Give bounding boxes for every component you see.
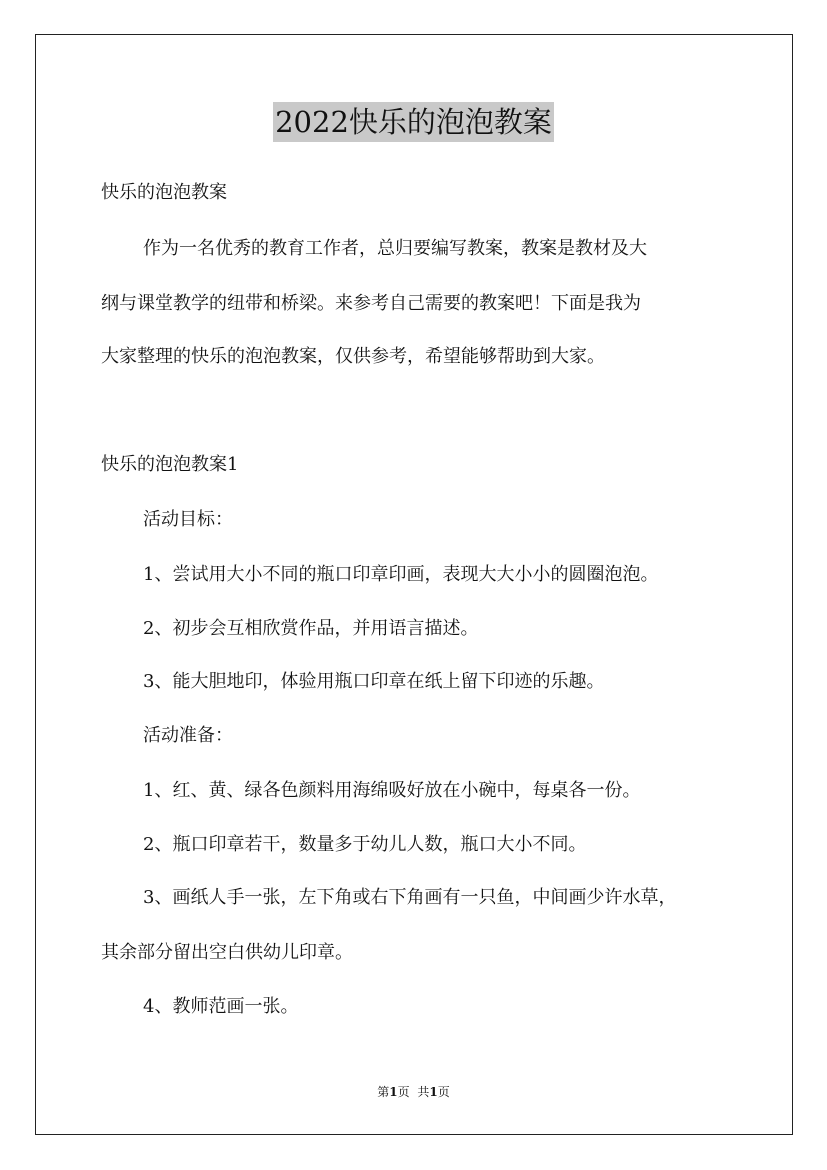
prep-item-1: 1、红、黄、绿各色颜料用海绵吸好放在小碗中，每桌各一份。	[143, 780, 641, 801]
intro-line-2: 纲与课堂教学的纽带和桥梁。来参考自己需要的教案吧！下面是我为	[101, 293, 641, 314]
section-heading: 快乐的泡泡教案1	[101, 454, 239, 475]
prep-item-3: 3、画纸人手一张，左下角或右下角画有一只鱼，中间画少许水草，	[143, 887, 677, 908]
goal-item-2: 2、初步会互相欣赏作品，并用语言描述。	[143, 618, 479, 639]
total-number: 1	[429, 1085, 438, 1099]
prep-item-3-continued: 其余部分留出空白供幼儿印章。	[101, 942, 353, 963]
page-suffix: 页	[397, 1085, 410, 1099]
goal-item-3: 3、能大胆地印，体验用瓶口印章在纸上留下印迹的乐趣。	[143, 671, 605, 692]
goal-item-1: 1、尝试用大小不同的瓶口印章印画，表现大大小小的圆圈泡泡。	[143, 564, 659, 585]
prep-heading: 活动准备：	[143, 725, 233, 746]
intro-line-1: 作为一名优秀的教育工作者，总归要编写教案，教案是教材及大	[143, 238, 647, 259]
document-title: 2022快乐的泡泡教案	[273, 102, 554, 142]
document-subtitle: 快乐的泡泡教案	[101, 182, 227, 203]
title-container	[0, 102, 827, 142]
page-prefix: 第	[377, 1085, 390, 1099]
goals-heading: 活动目标：	[143, 509, 233, 530]
prep-item-4: 4、教师范画一张。	[143, 996, 299, 1017]
prep-item-2: 2、瓶口印章若干，数量多于幼儿人数，瓶口大小不同。	[143, 834, 587, 855]
total-prefix: 共	[417, 1085, 430, 1099]
intro-line-3: 大家整理的快乐的泡泡教案，仅供参考，希望能够帮助到大家。	[101, 346, 605, 367]
page-footer	[0, 1084, 827, 1100]
page-number: 1	[389, 1085, 398, 1099]
total-suffix: 页	[437, 1085, 450, 1099]
